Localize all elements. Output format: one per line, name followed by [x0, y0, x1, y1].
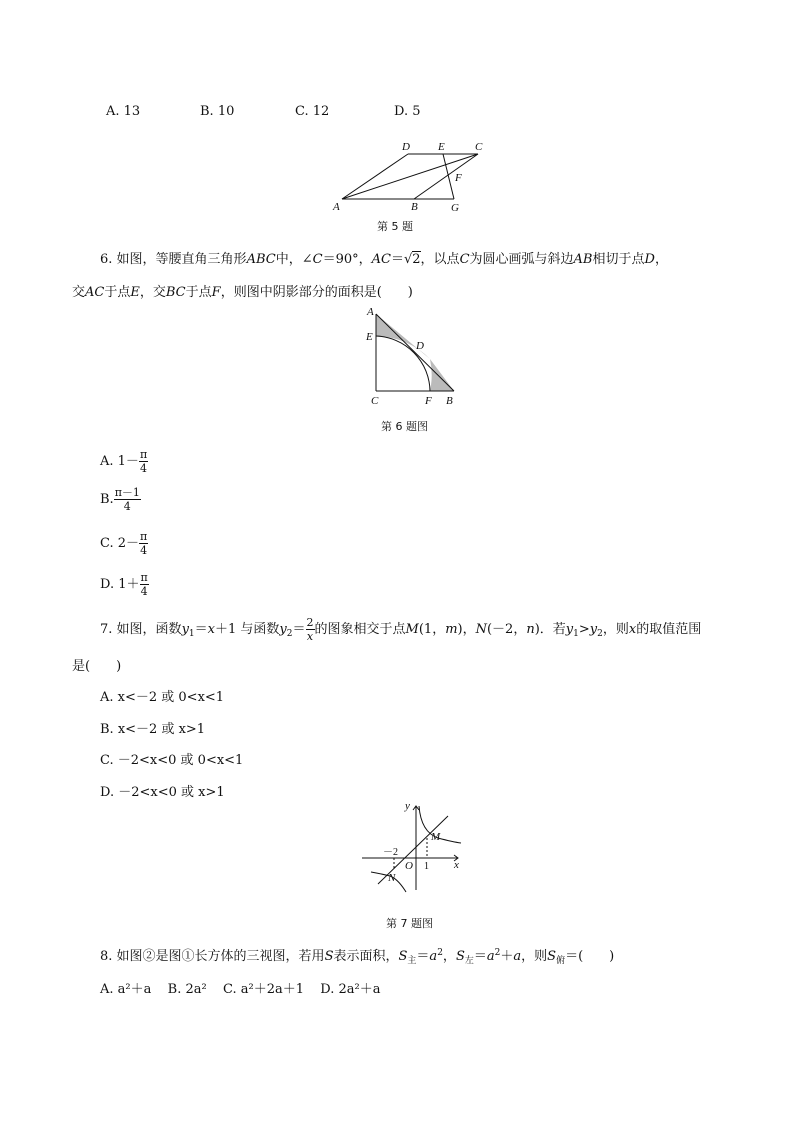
q7-var: x [207, 622, 216, 637]
q7-text: > [578, 622, 590, 637]
q7-text: 的取值范围 [636, 622, 702, 637]
q6-text: ＝ [390, 252, 404, 267]
question-number: 7. [100, 622, 113, 637]
q8-var: S [455, 949, 465, 964]
q6-text: ， [654, 252, 668, 267]
q6-var: D [644, 252, 655, 267]
q7-text: ＝ [194, 622, 208, 637]
q6-var: AC [371, 252, 391, 267]
q8-superscript: 2 [494, 948, 501, 958]
q7-text: )， [457, 622, 476, 637]
q4-option-b: B. 10 [200, 104, 235, 119]
q8-var: S [547, 949, 557, 964]
q7-text: ＝ [292, 622, 306, 637]
q6-var: F [211, 285, 221, 300]
q7-option-c: C. －2<x<0 或 0<x<1 [100, 753, 244, 768]
q8-text: ) [609, 949, 615, 964]
q7-var: M [405, 622, 419, 637]
q7-var: n [526, 622, 535, 637]
q7-var: N [475, 622, 487, 637]
numerator: π [140, 530, 148, 543]
denominator: x [306, 630, 314, 643]
fig7-label-origin: O [405, 860, 413, 872]
q4-option-c: C. 12 [295, 104, 330, 119]
q8-var: a [486, 949, 495, 964]
denominator: 4 [140, 585, 148, 598]
q6-text: 于点 [185, 285, 212, 300]
q6-option-c [100, 531, 148, 556]
fig6-label-d: D [416, 340, 424, 352]
numerator: π－1 [114, 486, 140, 499]
q8-option-a: A. a²＋a [100, 982, 152, 997]
q8-var: a [513, 949, 522, 964]
q7-option-a: A. x<－2 或 0<x<1 [100, 690, 225, 705]
question-number: 6. [100, 252, 113, 267]
q6-var: C [459, 252, 470, 267]
q6-text: 中，∠ [275, 252, 313, 267]
question-7-line-2 [72, 655, 121, 674]
fig6-label-c: C [371, 395, 379, 407]
q8-options-row [100, 978, 381, 997]
q4-option-a: A. 13 [106, 104, 141, 119]
q6-text: 如图，等腰直角三角形 [116, 252, 247, 267]
fig5-label-f: F [455, 172, 462, 184]
fig7-label-neg2: －2 [383, 847, 398, 858]
fig7-label-y: y [405, 800, 410, 812]
option-prefix: A. 1－ [100, 454, 139, 469]
fig5-label-e: E [438, 141, 445, 153]
fig5-label-a: A [333, 201, 340, 213]
q6-var: AB [573, 252, 593, 267]
q6-text: ＝90°， [322, 252, 372, 267]
numerator: 2 [306, 616, 314, 629]
denominator: 4 [140, 462, 148, 475]
q7-var: y [279, 622, 287, 637]
question-8-line-1 [100, 945, 614, 966]
q7-var: y [565, 622, 574, 637]
q6-var: ABC [246, 252, 276, 267]
q7-text: )．若 [534, 622, 566, 637]
q6-option-b [100, 487, 141, 512]
q8-text: ＝ [473, 949, 487, 964]
figure-6-diagram [362, 306, 462, 408]
figure-6-caption: 第 6 题图 [381, 420, 428, 433]
question-7-line-1 [100, 617, 701, 642]
q8-var: S [398, 949, 408, 964]
q6-text: 于点 [104, 285, 131, 300]
q6-option-d [100, 572, 149, 597]
fig5-line-ad [342, 154, 408, 199]
figure-5-caption: 第 5 题 [377, 220, 413, 233]
fig7-label-one: 1 [424, 861, 429, 872]
fraction [139, 449, 148, 474]
q8-text: 表示面积， [333, 949, 399, 964]
numerator: π [140, 571, 148, 584]
fraction [140, 572, 149, 597]
fig6-label-e: E [366, 331, 373, 343]
fraction [139, 531, 148, 556]
fig5-line-eg [443, 154, 454, 199]
fig6-shaded-region-bottom [430, 359, 454, 391]
option-prefix: D. 1＋ [100, 577, 140, 592]
q4-option-d: D. 5 [394, 104, 421, 119]
q7-subscript: 2 [597, 629, 603, 639]
q7-text: 如图，函数 [116, 622, 182, 637]
q8-text: 如图②是图①长方体的三视图，若用 [116, 949, 325, 964]
q8-var: S [324, 949, 334, 964]
q7-subscript: 1 [188, 629, 195, 639]
question-number: 8. [100, 949, 113, 964]
q6-var: C [312, 252, 323, 267]
q7-text: 的图象相交于点 [314, 622, 406, 637]
q7-text: ，则 [602, 622, 629, 637]
option-prefix: B. [100, 492, 114, 507]
q8-option-c: C. a²＋2a＋1 [223, 982, 305, 997]
denominator: 4 [123, 500, 131, 513]
question-6-line-2 [72, 281, 413, 300]
q7-var: m [445, 622, 458, 637]
fig6-hypotenuse-ab [376, 314, 454, 391]
q7-var: y [181, 622, 189, 637]
q8-text: ＋ [500, 949, 514, 964]
q8-superscript: 2 [437, 948, 443, 958]
q8-var: a [429, 949, 438, 964]
fraction [114, 487, 141, 512]
q7-text: ) [116, 659, 122, 674]
q6-text: 交 [72, 285, 86, 300]
figure-7-caption: 第 7 题图 [386, 917, 433, 930]
fig6-label-f: F [425, 395, 432, 407]
numerator: π [139, 448, 148, 461]
q6-text: 相切于点 [592, 252, 645, 267]
fig5-label-b: B [411, 201, 418, 213]
figure-7-graph [358, 800, 464, 894]
fig7-label-x: x [454, 859, 459, 871]
fig6-label-a: A [367, 306, 374, 318]
fraction [306, 617, 315, 642]
fig5-line-bc [414, 154, 478, 199]
q8-subscript: 左 [464, 956, 474, 966]
figure-5-diagram [330, 136, 490, 216]
q6-text: 为圆心画弧与斜边 [469, 252, 574, 267]
sqrt-symbol: √ [403, 252, 413, 267]
q8-text: ， [442, 949, 456, 964]
q7-text: ＋1 与函数 [215, 622, 280, 637]
q6-text: ，交 [139, 285, 166, 300]
q7-text: 是( [72, 659, 91, 674]
q6-text: ，则图中阴影部分的面积是( [220, 285, 382, 300]
q8-text: ＝ [416, 949, 430, 964]
q8-text: ＝( [565, 949, 584, 964]
q6-option-a [100, 449, 148, 474]
fig7-label-m: M [431, 831, 441, 843]
q7-option-b: B. x<－2 或 x>1 [100, 722, 206, 737]
q7-text: (1， [418, 622, 446, 637]
q7-text: (－2， [486, 622, 527, 637]
q6-sqrt-value: 2 [412, 252, 421, 267]
denominator: 4 [140, 544, 148, 557]
q6-text: ，以点 [420, 252, 460, 267]
option-prefix: C. 2－ [100, 536, 140, 551]
q8-option-d: D. 2a²＋a [320, 982, 381, 997]
fig6-label-b: B [446, 395, 453, 407]
fig5-label-d: D [402, 141, 410, 153]
q6-var: AC [85, 285, 105, 300]
fig5-label-c: C [475, 141, 483, 153]
q6-var: E [130, 285, 140, 300]
question-6-line-1 [100, 248, 668, 267]
q6-var: BC [165, 285, 186, 300]
q7-var: x [628, 622, 637, 637]
q7-subscript: 1 [573, 629, 579, 639]
q8-option-b: B. 2a² [167, 982, 207, 997]
q8-text: ，则 [521, 949, 548, 964]
q8-subscript: 俯 [556, 956, 566, 966]
q7-var: y [589, 622, 598, 637]
q8-subscript: 主 [407, 956, 417, 966]
fig5-label-g: G [451, 202, 459, 214]
fig7-label-n: N [388, 872, 396, 884]
q6-text: ) [407, 285, 413, 300]
q7-subscript: 2 [286, 629, 293, 639]
q7-option-d: D. －2<x<0 或 x>1 [100, 785, 225, 800]
